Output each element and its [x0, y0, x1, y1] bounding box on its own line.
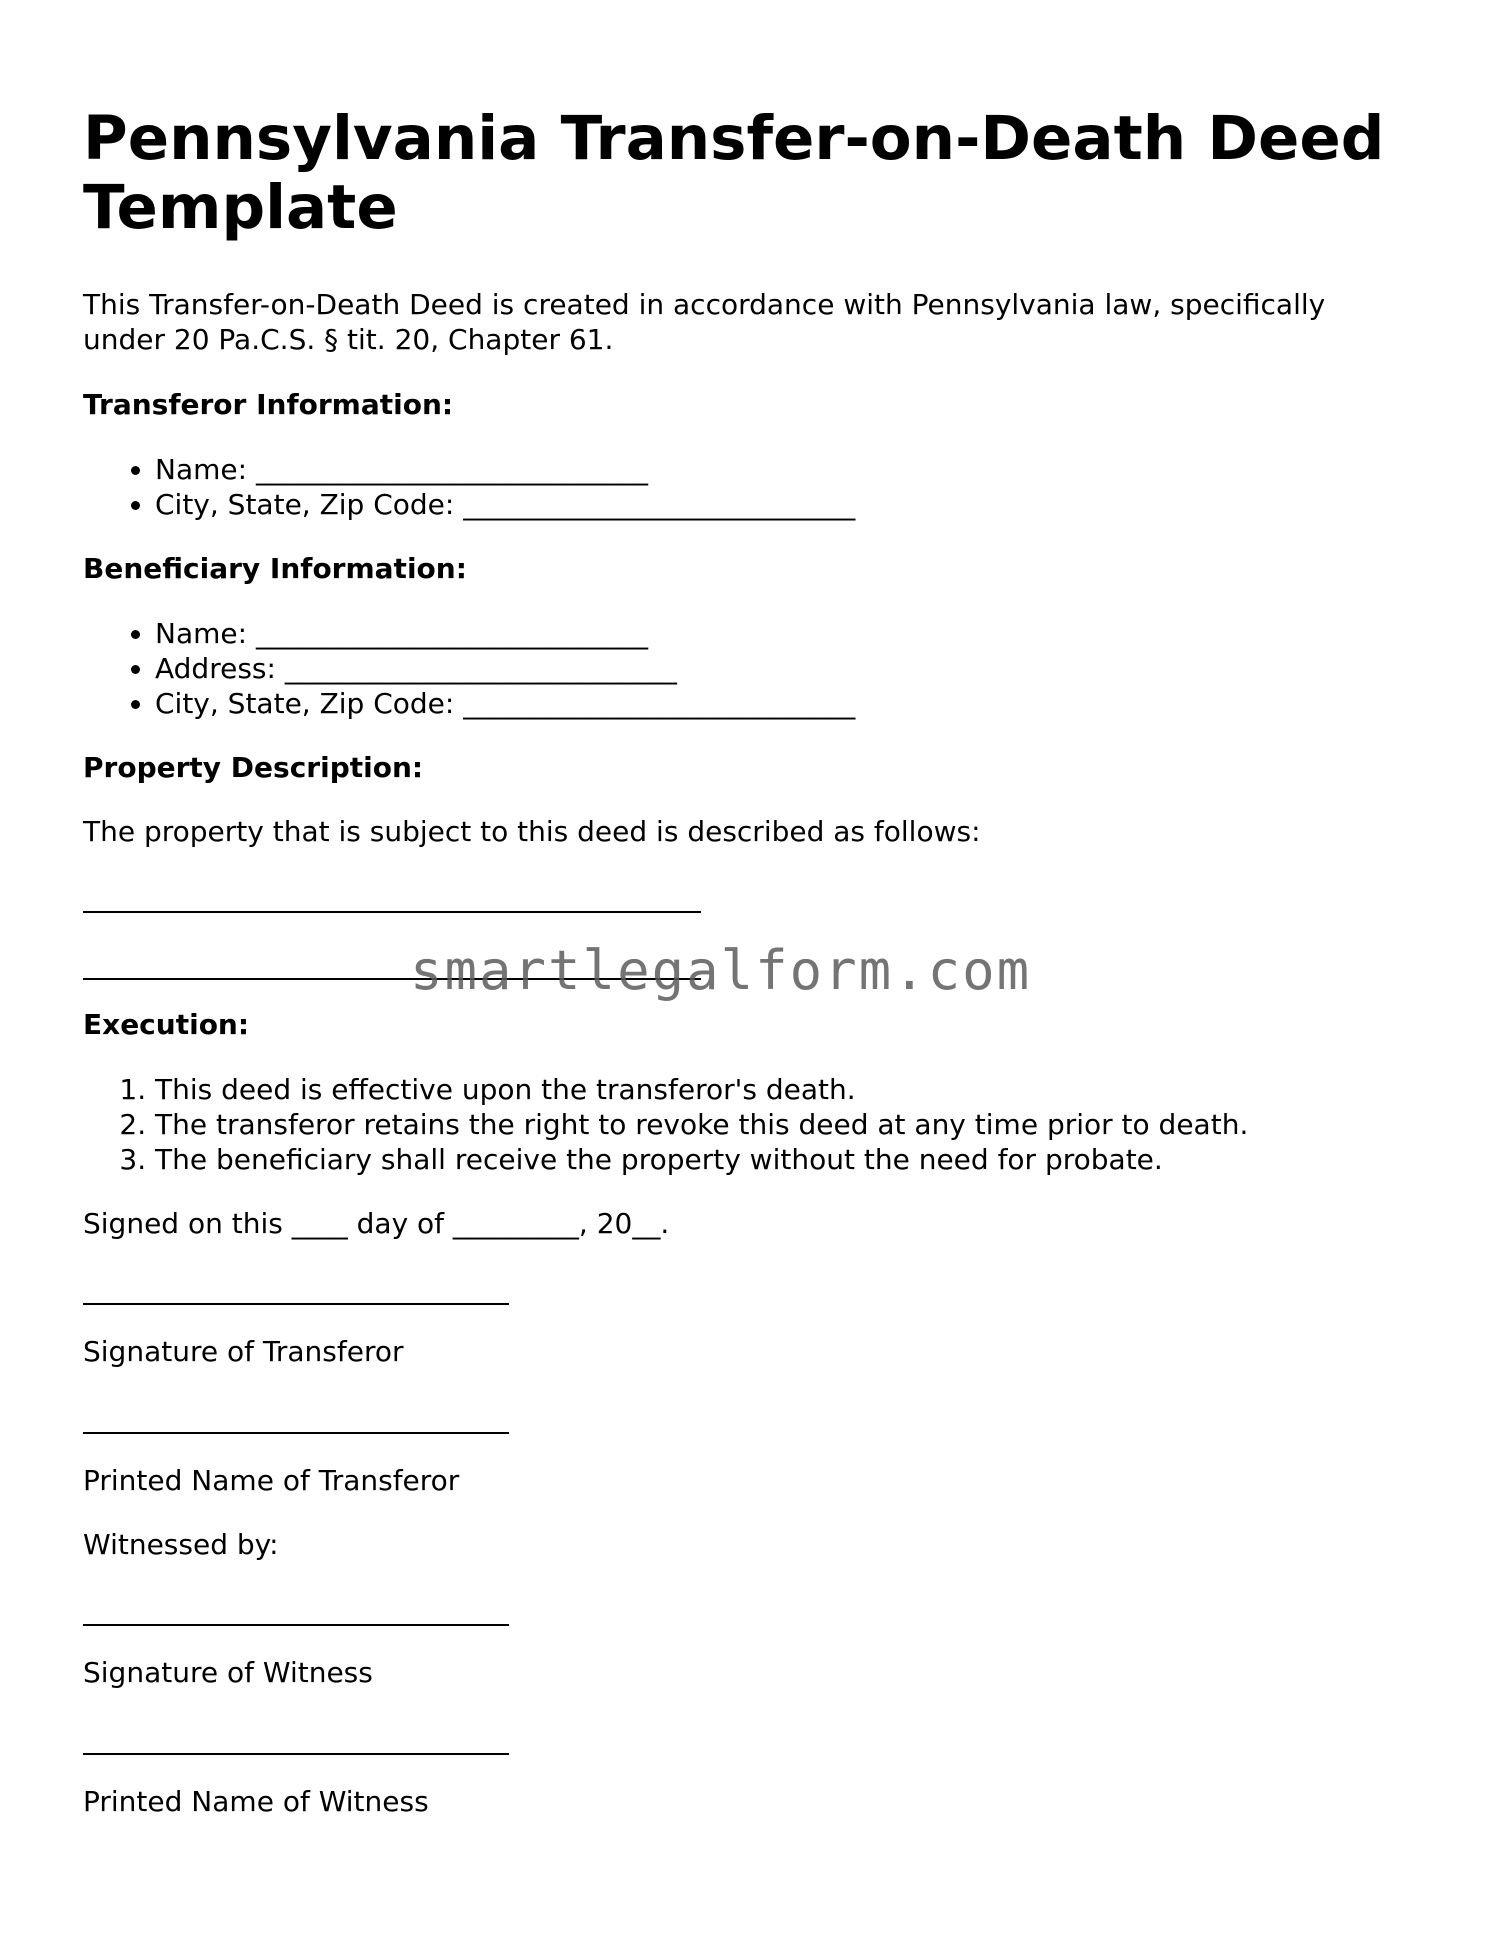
- transferor-list: [83, 452, 855, 522]
- execution-heading: Execution:: [83, 1008, 250, 1041]
- witness-signature-line: [83, 1624, 509, 1626]
- property-description-line-1: [83, 911, 701, 913]
- printed-name-transferor-label: Printed Name of Transferor: [83, 1464, 460, 1497]
- property-heading: Property Description:: [83, 751, 424, 784]
- list-item: • Address: ____________________________: [155, 651, 855, 686]
- page-title: Pennsylvania Transfer-on-Death Deed Template: [83, 103, 1385, 243]
- intro-paragraph: This Transfer-on-Death Deed is created in accordance with Pennsylvania law, specifically under 20 Pa.C.S. § tit. 20, Chapter 61.: [83, 288, 1326, 356]
- list-item: • City, State, Zip Code: ____________________________: [155, 487, 855, 522]
- witnessed-by-label: Witnessed by:: [83, 1528, 279, 1561]
- beneficiary-list: [83, 616, 855, 721]
- execution-list: [83, 1072, 1248, 1177]
- list-item: • Name: ____________________________: [155, 616, 855, 651]
- property-text: The property that is subject to this deed is described as follows:: [83, 815, 981, 848]
- transferor-printed-name-line: [83, 1432, 509, 1434]
- signed-on-line: Signed on this ____ day of _________, 20__.: [83, 1207, 670, 1240]
- list-item: 1. This deed is effective upon the transferor's death.: [155, 1072, 1248, 1107]
- list-item: • Name: ____________________________: [155, 452, 855, 487]
- transferor-signature-line: [83, 1303, 509, 1305]
- transferor-heading: Transferor Information:: [83, 388, 454, 421]
- printed-name-witness-label: Printed Name of Witness: [83, 1785, 429, 1818]
- signature-transferor-label: Signature of Transferor: [83, 1335, 404, 1368]
- watermark: smartlegalform.com: [410, 939, 1032, 1002]
- list-item: 3. The beneficiary shall receive the property without the need for probate.: [155, 1142, 1248, 1177]
- signature-witness-label: Signature of Witness: [83, 1656, 373, 1689]
- witness-printed-name-line: [83, 1753, 509, 1755]
- list-item: • City, State, Zip Code: ____________________________: [155, 686, 855, 721]
- list-item: 2. The transferor retains the right to revoke this deed at any time prior to death.: [155, 1107, 1248, 1142]
- beneficiary-heading: Beneficiary Information:: [83, 552, 467, 585]
